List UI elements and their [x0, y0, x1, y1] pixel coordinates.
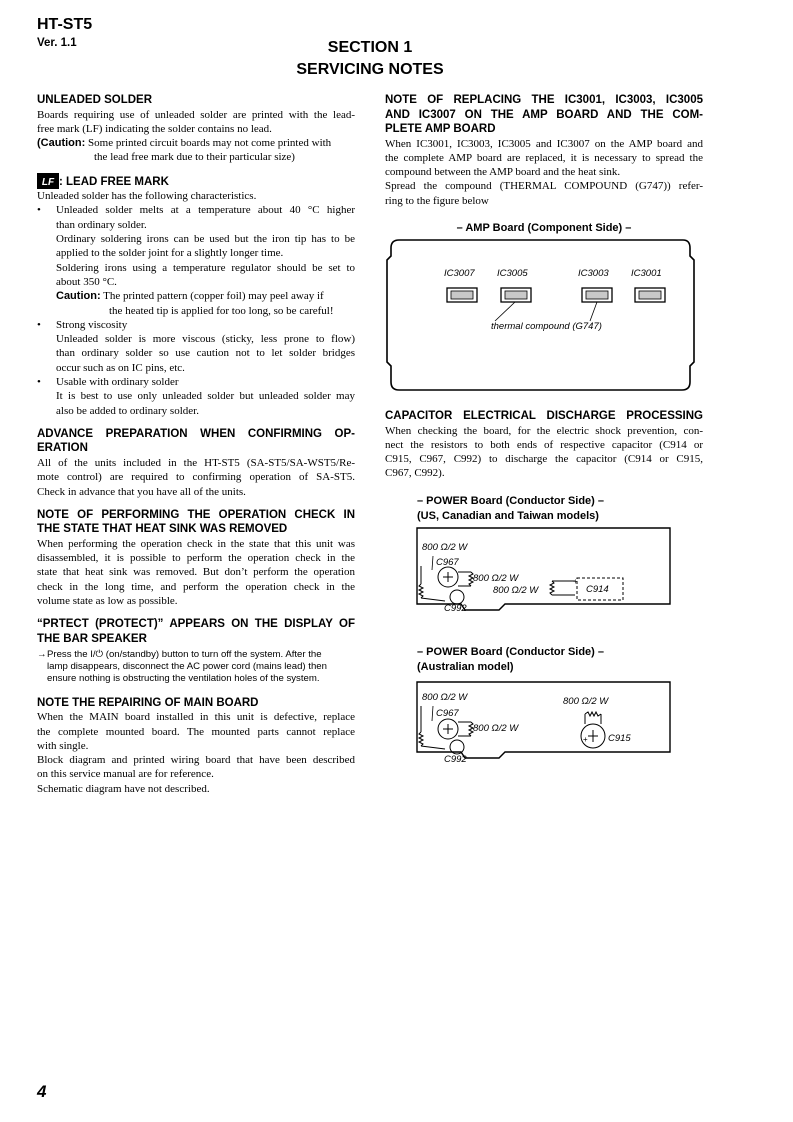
power-us-title-1: – POWER Board (Conductor Side) –	[417, 495, 605, 507]
lf-intro: Unleaded solder has the following characteristics.	[37, 190, 257, 203]
lead-free-mark-title	[37, 173, 355, 190]
advance-title-1: ADVANCE PREPARATION WHEN CONFIRMING OP-	[37, 427, 355, 440]
c967-leader	[432, 556, 433, 570]
operation-l3: state that heat sink was removed. But don’t perform the operation	[37, 566, 355, 579]
advance-section	[37, 427, 355, 499]
main-board-l3: with single.	[37, 739, 89, 752]
main-board-l1: When the MAIN board installed in this unit is defective, replace	[37, 711, 355, 724]
power-au-r2-label: 800 Ω/2 W	[473, 723, 519, 734]
c967-capacitor	[438, 567, 458, 587]
ic-note-l1: When IC3001, IC3003, IC3005 and IC3007 on the AMP board and	[385, 137, 703, 150]
b1-caution-label: Caution:	[56, 290, 101, 303]
capacitor-section	[385, 409, 703, 481]
operation-l4: check in the long time, and perform the operation check in the	[37, 580, 355, 593]
ic-note-l5: ring to the figure below	[385, 194, 489, 207]
amp-board-title: – AMP Board (Component Side) –	[456, 222, 632, 234]
protect-l1: Press the I/⏻ (on/standby) button to turn off the system. After the	[47, 649, 322, 661]
lf-b1-caution-l2: the heated tip is applied for too long, so be careful!	[109, 304, 334, 317]
advance-l2: mote control) are required to confirming operation of SA-ST5.	[37, 471, 355, 484]
protect-title-1: “PRTECT (PROTECT)” APPEARS ON THE DISPLAY OF	[37, 618, 355, 631]
lf-b2-l1: Strong viscosity	[56, 318, 128, 331]
power-au-r3-label: 800 Ω/2 W	[563, 696, 609, 707]
capacitor-l2: nect the resistors to both ends of respective capacitor (C914 or	[385, 438, 703, 451]
lf-b1-l1: Unleaded solder melts at a temperature about 40 °C higher	[56, 204, 355, 217]
lf-b3-l3: also be added to ordinary solder.	[56, 404, 199, 417]
unleaded-line-1: Boards requiring use of unleaded solder are printed with the lead-	[37, 108, 355, 121]
operation-title-2: THE STATE THAT HEAT SINK WAS REMOVED	[37, 523, 288, 536]
protect-l2: lamp disappears, disconnect the AC power cord (mains lead) then	[47, 661, 327, 673]
lf-b1-l6: about 350 °C.	[56, 275, 117, 288]
power-au-title-2: (Australian model)	[417, 661, 514, 673]
c967-capacitor	[438, 719, 458, 739]
capacitor-title: CAPACITOR ELECTRICAL DISCHARGE PROCESSING	[385, 410, 703, 422]
lf-b1-l3: Ordinary soldering irons can be used but the iron tip has to be	[56, 233, 355, 246]
advance-l1: All of the units included in the HT-ST5 (SA-ST5/SA-WST5/Re-	[37, 456, 355, 469]
lf-bullet-2	[37, 318, 355, 375]
power-us-r1-label: 800 Ω/2 W	[422, 542, 468, 553]
lf-b1-l2: than ordinary solder.	[56, 218, 147, 231]
page-number: 4	[37, 1082, 47, 1101]
ic3003-label: IC3003	[578, 268, 609, 279]
operation-l5: volume state as low as possible.	[37, 595, 178, 608]
power-au-title-1: – POWER Board (Conductor Side) –	[417, 646, 605, 658]
ic3003-chip	[582, 288, 612, 302]
main-board-l5: on this service manual are for reference.	[37, 768, 214, 781]
power-au-r1-label: 800 Ω/2 W	[422, 692, 468, 703]
amp-board-outline	[387, 240, 694, 390]
unleaded-caution	[37, 136, 355, 150]
compound-leader-lines	[495, 302, 597, 321]
lf-b2-l3: than ordinary solder so use caution not to let solder bridges	[56, 347, 355, 360]
power-us-r2-label: 800 Ω/2 W	[473, 573, 519, 584]
resistor-1	[419, 566, 445, 601]
caution-text-1: Some printed circuit boards may not come printed with	[85, 137, 332, 150]
unleaded-solder-section	[37, 93, 355, 165]
ic3001-label: IC3001	[631, 268, 662, 279]
bullet-dot-icon: •	[37, 204, 41, 217]
main-board-l6: Schematic diagram have not described.	[37, 782, 210, 795]
operation-l2: disassembled, it is possible to perform the operation check in the	[37, 552, 355, 565]
unleaded-solder-title: UNLEADED SOLDER	[37, 94, 153, 106]
advance-title-2: ERATION	[37, 442, 88, 455]
bullet-dot-icon: •	[37, 318, 41, 331]
operation-l1: When performing the operation check in the state that this unit was	[37, 537, 355, 550]
operation-title-1: NOTE OF PERFORMING THE OPERATION CHECK IN	[37, 508, 355, 521]
lf-b1-l5: Soldering irons using a temperature regulator should be set to	[56, 261, 355, 274]
plus-mark-icon: +	[573, 577, 578, 586]
power-au-c915-label: C915	[608, 733, 631, 744]
capacitor-l1: When checking the board, for the electric shock prevention, con-	[385, 424, 703, 437]
arrow-right-icon: →	[37, 649, 47, 661]
advance-l3: Check in advance that you have all of the units.	[37, 485, 246, 498]
lead-free-logo-icon	[37, 173, 59, 189]
bullet-dot-icon: •	[37, 376, 41, 389]
operation-section	[37, 508, 355, 608]
section-number: SECTION 1	[327, 39, 413, 56]
protect-section	[37, 617, 355, 684]
lf-bullet-1	[37, 203, 355, 317]
ic-note-title-2: AND IC3007 ON THE AMP BOARD AND THE COM-	[385, 108, 703, 121]
caution-text-2: the lead free mark due to their particular size)	[94, 151, 295, 164]
ic3005-chip	[501, 288, 531, 302]
lf-bullet-3	[37, 375, 355, 418]
lead-free-mark-section	[37, 173, 355, 418]
version-label: Ver. 1.1	[37, 37, 77, 49]
caution-label: (Caution:	[37, 137, 86, 150]
svg-text:LF: LF	[41, 176, 55, 188]
power-us-c914-label: C914	[586, 584, 609, 595]
power-us-outline	[417, 528, 670, 610]
power-us-c967-label: C967	[436, 557, 459, 568]
lf-b3-l1: Usable with ordinary solder	[56, 376, 179, 389]
power-au-c967-label: C967	[436, 708, 459, 719]
ic-note-l2: the complete AMP board are replaced, it is necessary to spread the	[385, 151, 703, 164]
ic3007-chip	[447, 288, 477, 302]
ic-note-title-3: PLETE AMP BOARD	[385, 123, 496, 135]
b1-caution-l1: The printed pattern (copper foil) may peel away if	[100, 290, 324, 303]
ic3005-label: IC3005	[497, 268, 528, 279]
ic3007-label: IC3007	[444, 268, 475, 279]
resistor-3	[550, 581, 575, 595]
main-board-l2: the complete mounted board. The mounted parts cannot replace	[37, 725, 355, 738]
power-us-r3-label: 800 Ω/2 W	[493, 585, 539, 596]
power-us-title-2: (US, Canadian and Taiwan models)	[417, 510, 599, 522]
lead-free-mark-label: : LEAD FREE MARK	[59, 175, 169, 188]
ic3001-chip	[635, 288, 665, 302]
main-board-l4: Block diagram and printed wiring board that have been described	[37, 754, 355, 767]
capacitor-l3: C915, C967, C992) to discharge the capacitor (C914 or C915,	[385, 453, 703, 466]
lf-b2-l4: occur such as on IC pins, etc.	[56, 361, 185, 374]
left-column	[37, 93, 355, 796]
unleaded-line-2: free mark (LF) indicating the solder contains no lead.	[37, 122, 272, 135]
resistor-2	[458, 722, 473, 736]
lf-b3-l2: It is best to use only unleaded solder but unleaded solder may	[56, 390, 355, 403]
plus-mark-icon: +	[583, 735, 588, 744]
c992-capacitor	[450, 590, 464, 604]
model-name: HT-ST5	[37, 16, 93, 33]
protect-title-2: THE BAR SPEAKER	[37, 632, 147, 645]
lf-b1-caution	[56, 289, 355, 303]
section-title: SERVICING NOTES	[296, 61, 444, 78]
resistor-2	[458, 572, 473, 586]
main-board-title: NOTE THE REPAIRING OF MAIN BOARD	[37, 696, 259, 709]
power-au-diagram	[415, 676, 675, 766]
protect-steps	[37, 649, 355, 684]
lf-b1-l4: applied to the solder joint for a slightly longer time.	[56, 247, 284, 260]
power-us-c992-label: C992	[444, 603, 467, 614]
ic-note-title-1: NOTE OF REPLACING THE IC3001, IC3003, IC3005	[385, 94, 703, 106]
power-au-c992-label: C992	[444, 754, 467, 765]
protect-l3: ensure nothing is obstructing the ventilation holes of the system.	[47, 672, 320, 684]
ic-note-l3: compound between the AMP board and the heat sink.	[385, 166, 621, 179]
lf-b2-l2: Unleaded solder is more viscous (sticky, less prone to flow)	[56, 333, 355, 346]
right-column	[385, 93, 703, 208]
capacitor-l4: C967, C992).	[385, 467, 445, 480]
main-board-section	[37, 696, 355, 796]
ic-note-section	[385, 93, 703, 208]
amp-board-diagram	[385, 236, 703, 396]
thermal-compound-label: thermal compound (G747)	[491, 321, 602, 332]
c967-leader	[432, 706, 433, 721]
ic-note-l4: Spread the compound (THERMAL COMPOUND (G747)) refer-	[385, 180, 703, 193]
